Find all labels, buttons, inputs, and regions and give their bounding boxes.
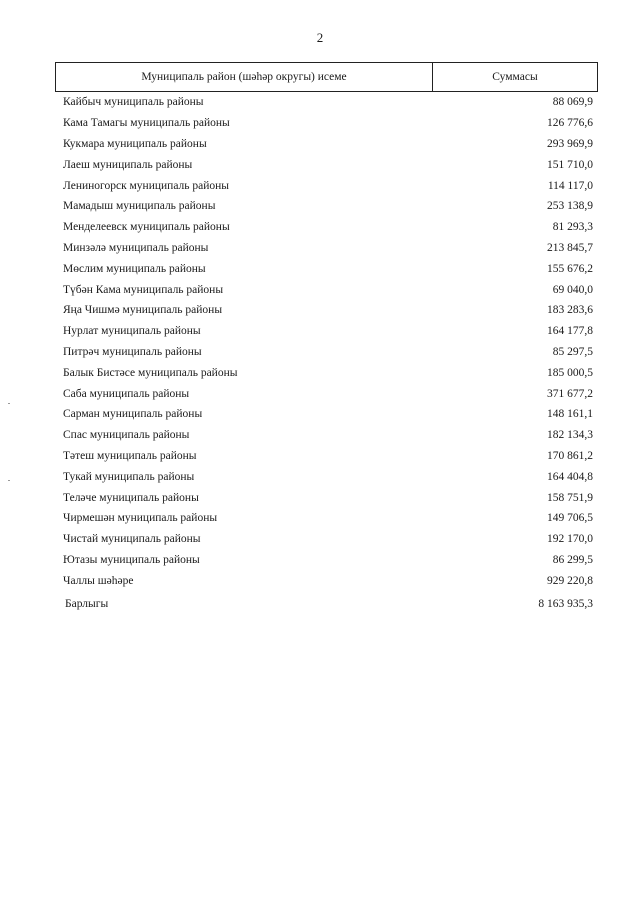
district-sum: 164 177,8 (547, 325, 593, 338)
table-row (55, 217, 598, 238)
district-sum: 151 710,0 (547, 158, 593, 171)
district-name: Мөслим муниципаль районы (63, 262, 206, 275)
table-row (55, 134, 598, 155)
district-sum: 155 676,2 (547, 262, 593, 275)
page-number: 2 (316, 30, 324, 45)
district-sum: 371 677,2 (547, 387, 593, 400)
district-name: Сарман муниципаль районы (63, 408, 203, 421)
district-sum: 69 040,0 (552, 283, 593, 296)
table-row (55, 258, 598, 279)
district-name: Кукмара муниципаль районы (63, 137, 207, 150)
district-name: Чирмешән муниципаль районы (63, 512, 218, 525)
district-name: Мамадыш муниципаль районы (63, 200, 216, 213)
district-sum: 293 969,9 (547, 137, 593, 150)
district-name: Лаеш муниципаль районы (63, 158, 193, 171)
table-row (55, 404, 598, 425)
district-sum: 126 776,6 (547, 117, 593, 130)
district-name: Питрәч муниципаль районы (63, 345, 202, 358)
district-name: Спас муниципаль районы (63, 429, 190, 442)
district-name: Лениногорск муниципаль районы (63, 179, 230, 192)
table-row (55, 529, 598, 550)
district-name: Кайбыч муниципаль районы (63, 96, 204, 109)
table-body (55, 92, 598, 591)
total-sum: 8 163 935,3 (538, 597, 593, 610)
district-sum: 182 134,3 (547, 429, 593, 442)
district-sum: 192 170,0 (547, 533, 593, 546)
district-name: Саба муниципаль районы (63, 387, 190, 400)
table-row (55, 321, 598, 342)
district-sum: 148 161,1 (547, 408, 593, 421)
table-row (55, 383, 598, 404)
district-sum: 185 000,5 (547, 366, 593, 379)
table-row (55, 570, 598, 591)
table-row (55, 238, 598, 259)
district-sum: 85 297,5 (552, 345, 593, 358)
table-row (55, 113, 598, 134)
table-row (55, 508, 598, 529)
table-row (55, 466, 598, 487)
table-header (55, 62, 598, 92)
amounts-table (55, 62, 598, 614)
district-name: Чаллы шәһәре (63, 574, 134, 587)
district-sum: 183 283,6 (547, 304, 593, 317)
margin-mark (8, 403, 10, 404)
table-row (55, 425, 598, 446)
district-sum: 149 706,5 (547, 512, 593, 525)
district-name: Менделеевск муниципаль районы (63, 221, 230, 234)
district-name: Тукай муниципаль районы (63, 470, 195, 483)
table-row (55, 362, 598, 383)
table-row (55, 175, 598, 196)
district-sum: 253 138,9 (547, 200, 593, 213)
district-sum: 81 293,3 (552, 221, 593, 234)
district-sum: 929 220,8 (547, 574, 593, 587)
table-row (55, 154, 598, 175)
district-name: Яңа Чишмә муниципаль районы (63, 304, 223, 317)
table-row (55, 446, 598, 467)
margin-mark (8, 480, 10, 481)
district-sum: 86 299,5 (552, 553, 593, 566)
total-row (55, 593, 598, 614)
district-name: Теләче муниципаль районы (63, 491, 199, 504)
table-row (55, 300, 598, 321)
district-name: Балык Бистәсе муниципаль районы (63, 366, 238, 379)
district-name: Минзәлә муниципаль районы (63, 241, 209, 254)
district-name: Тәтеш муниципаль районы (63, 449, 197, 462)
district-sum: 88 069,9 (552, 96, 593, 109)
district-name: Түбән Кама муниципаль районы (63, 283, 224, 296)
header-district-name: Муниципаль район (шәһәр округы) исеме (56, 63, 433, 91)
total-label: Барлыгы (65, 597, 109, 610)
district-sum: 158 751,9 (547, 491, 593, 504)
district-name: Чистай муниципаль районы (63, 533, 201, 546)
table-row (55, 487, 598, 508)
district-sum: 213 845,7 (547, 241, 593, 254)
district-name: Нурлат муниципаль районы (63, 325, 201, 338)
district-name: Ютазы муниципаль районы (63, 553, 200, 566)
district-sum: 170 861,2 (547, 449, 593, 462)
table-row (55, 550, 598, 571)
table-row (55, 342, 598, 363)
district-sum: 114 117,0 (547, 179, 593, 192)
table-row (55, 92, 598, 113)
district-sum: 164 404,8 (547, 470, 593, 483)
table-row (55, 279, 598, 300)
district-name: Кама Тамагы муниципаль районы (63, 117, 230, 130)
header-sum: Суммасы (492, 71, 538, 83)
table-row (55, 196, 598, 217)
